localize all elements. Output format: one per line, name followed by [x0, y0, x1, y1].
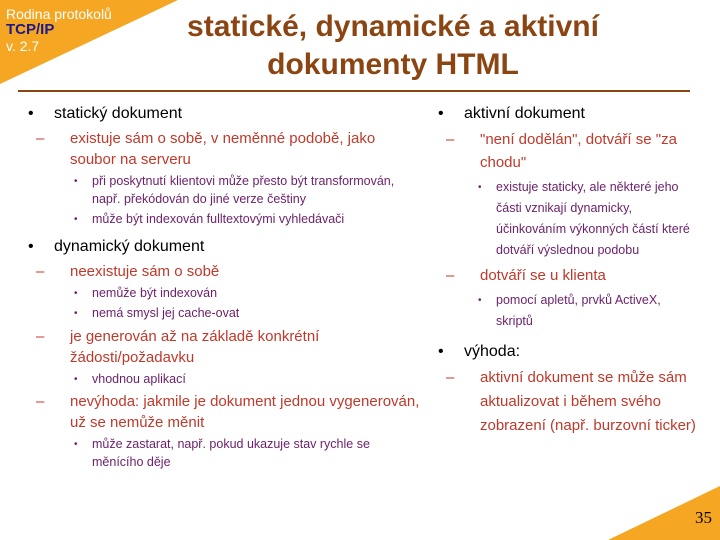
static-description: – existuje sám o sobě, v neměnné podobě, jako soubor na serveru: [36, 130, 376, 168]
title-divider: [18, 90, 690, 92]
slide-title: [168, 8, 618, 84]
bullet-active-document: • aktivní dokument: [438, 105, 585, 122]
dynamic-detail: • vhodnou aplikací: [74, 371, 186, 386]
dynamic-detail: • nemůže být indexován: [74, 285, 218, 300]
course-series: Rodina protokolů: [6, 6, 112, 22]
course-name: TCP/IP: [6, 21, 55, 38]
active-detail: • existuje staticky, ale některé jeho části vznikají dynamicky, účinkováním výkonných částí které dotváří výslednou podobu: [478, 180, 690, 257]
bullet-static-document: • statický dokument: [28, 105, 183, 122]
course-version: v. 2.7: [6, 38, 40, 54]
dynamic-description: – neexistuje sám o sobě: [36, 262, 220, 280]
page-number: 35: [695, 508, 712, 527]
static-detail: • při poskytnutí klientovi může přesto být transformován, např. překódován do jiné verze češtiny: [74, 174, 395, 206]
active-client-side: – dotváří se u klienta: [446, 267, 606, 284]
course-brand: [6, 6, 112, 54]
active-description: – "není dodělán", dotváří se "za chodu": [446, 131, 677, 171]
right-column: [438, 104, 700, 440]
dynamic-disadvantage: – nevýhoda: jakmile je dokument jednou vygenerován, už se nemůže měnit: [36, 393, 420, 431]
slide-title-line-2: dokumenty HTML: [267, 48, 519, 81]
advantage-description: – aktivní dokument se může sám aktualizovat i během svého zobrazení (např. burzovní ticker): [446, 369, 696, 434]
static-detail: • může být indexován fulltextovými vyhledávači: [74, 212, 345, 226]
dynamic-generation: – je generován až na základě konkrétní žádosti/požadavku: [36, 327, 320, 366]
slide-title-line-1: statické, dynamické a aktivní: [187, 10, 599, 43]
left-column: [28, 104, 420, 473]
active-detail: • pomocí apletů, prvků ActiveX, skriptů: [478, 293, 661, 328]
dynamic-detail: • může zastarat, např. pokud ukazuje stav rychle se měnícího děje: [74, 437, 370, 469]
dynamic-detail: • nemá smysl jej cache-ovat: [74, 306, 240, 320]
bullet-advantage: • výhoda:: [438, 343, 521, 360]
bullet-dynamic-document: • dynamický dokument: [28, 237, 205, 255]
